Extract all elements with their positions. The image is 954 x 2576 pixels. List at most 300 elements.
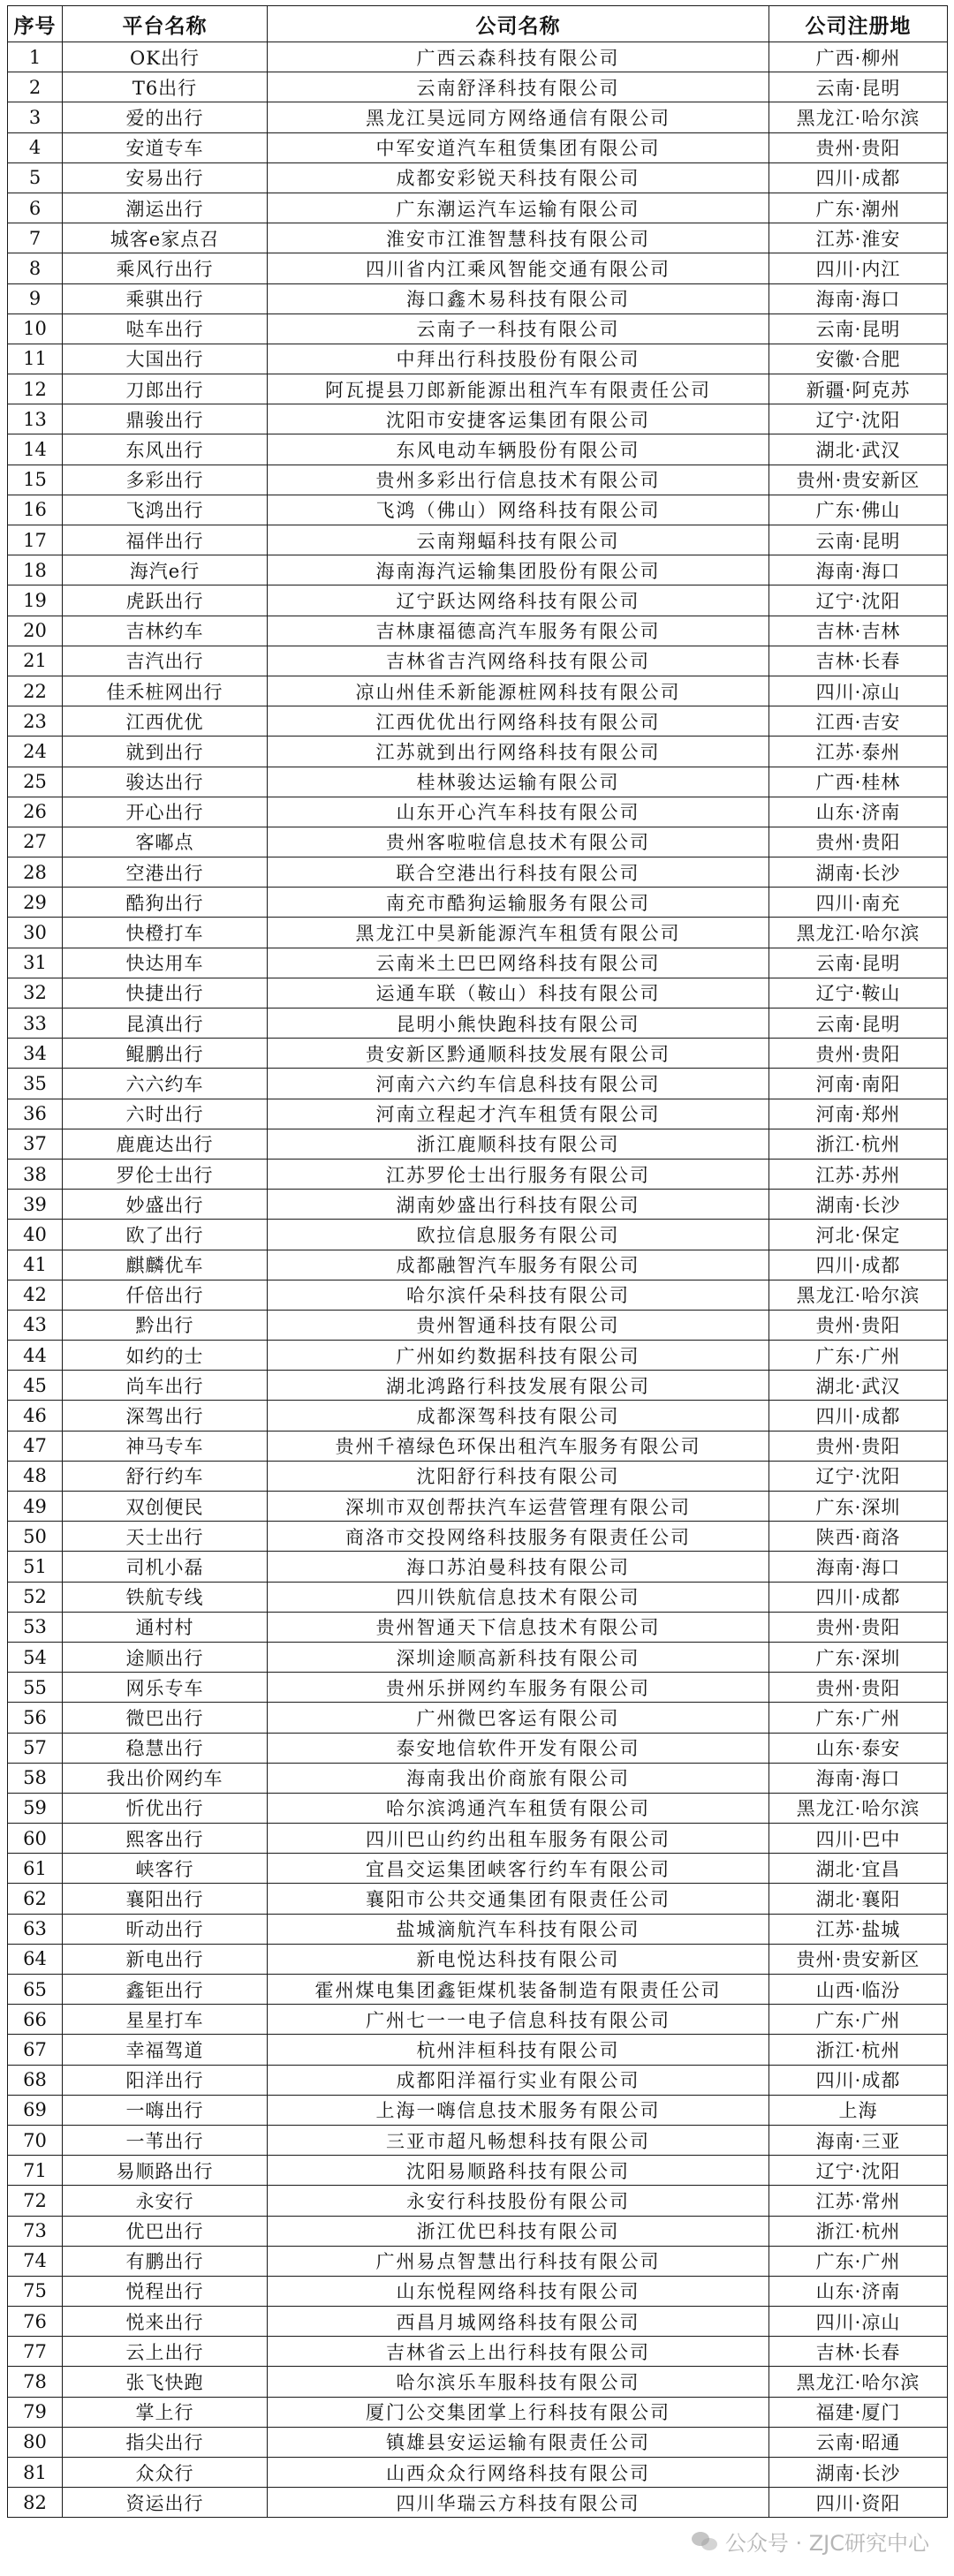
cell-seq: 68 (8, 2065, 63, 2095)
table-row (8, 2246, 948, 2276)
table-row (8, 2216, 948, 2246)
table-row (8, 1190, 948, 1220)
cell-platform-name: 网乐专车 (63, 1673, 268, 1703)
cell-company-name: 海南我出价商旅有限公司 (268, 1763, 769, 1793)
cell-seq: 60 (8, 1824, 63, 1854)
table-row (8, 827, 948, 857)
cell-platform-name: 尚车出行 (63, 1371, 268, 1401)
cell-seq: 7 (8, 223, 63, 253)
cell-seq: 48 (8, 1461, 63, 1491)
cell-registration-place: 黑龙江·哈尔滨 (769, 1280, 948, 1310)
cell-company-name: 云南翔蝠科技有限公司 (268, 525, 769, 555)
cell-company-name: 运通车联（鞍山）科技有限公司 (268, 978, 769, 1008)
cell-registration-place: 黑龙江·哈尔滨 (769, 2367, 948, 2397)
table-row (8, 374, 948, 404)
cell-registration-place: 四川·资阳 (769, 2488, 948, 2518)
table-row (8, 283, 948, 314)
table-row (8, 1220, 948, 1250)
table-row (8, 1552, 948, 1582)
table-row (8, 525, 948, 555)
table-row (8, 1159, 948, 1189)
table-row (8, 2186, 948, 2216)
table-row (8, 797, 948, 827)
table-row (8, 2095, 948, 2125)
cell-seq: 6 (8, 193, 63, 223)
cell-platform-name: 哒车出行 (63, 314, 268, 344)
table-row (8, 737, 948, 767)
cell-company-name: 海口苏泊曼科技有限公司 (268, 1552, 769, 1582)
cell-registration-place: 四川·内江 (769, 253, 948, 283)
cell-seq: 38 (8, 1159, 63, 1189)
cell-company-name: 浙江优巴科技有限公司 (268, 2216, 769, 2246)
cell-company-name: 淮安市江淮智慧科技有限公司 (268, 223, 769, 253)
cell-company-name: 黑龙江中昊新能源汽车租赁有限公司 (268, 918, 769, 948)
cell-platform-name: 神马专车 (63, 1431, 268, 1461)
cell-platform-name: 黔出行 (63, 1310, 268, 1340)
cell-company-name: 江苏就到出行网络科技有限公司 (268, 737, 769, 767)
cell-seq: 82 (8, 2488, 63, 2518)
cell-seq: 47 (8, 1431, 63, 1461)
cell-registration-place: 广西·桂林 (769, 767, 948, 797)
watermark (692, 2526, 929, 2557)
platform-company-table (7, 5, 948, 2518)
table-row (8, 1310, 948, 1340)
cell-registration-place: 黑龙江·哈尔滨 (769, 918, 948, 948)
cell-platform-name: 鼎骏出行 (63, 404, 268, 434)
cell-seq: 37 (8, 1129, 63, 1159)
cell-platform-name: 昕动出行 (63, 1914, 268, 1944)
cell-company-name: 广州易点智慧出行科技有限公司 (268, 2246, 769, 2276)
cell-seq: 28 (8, 857, 63, 888)
cell-registration-place: 广东·广州 (769, 2246, 948, 2276)
table-row (8, 918, 948, 948)
cell-platform-name: 资运出行 (63, 2488, 268, 2518)
cell-platform-name: 双创便民 (63, 1492, 268, 1522)
cell-registration-place: 四川·凉山 (769, 2307, 948, 2337)
table-row (8, 1008, 948, 1039)
cell-platform-name: 一嗨出行 (63, 2095, 268, 2125)
cell-company-name: 上海一嗨信息技术服务有限公司 (268, 2095, 769, 2125)
cell-company-name: 贵州智通科技有限公司 (268, 1310, 769, 1340)
table-row (8, 223, 948, 253)
table-row (8, 1854, 948, 1884)
cell-registration-place: 辽宁·沈阳 (769, 404, 948, 434)
table-row (8, 162, 948, 193)
table-row (8, 857, 948, 888)
table-row (8, 1793, 948, 1823)
table-row (8, 616, 948, 646)
cell-seq: 40 (8, 1220, 63, 1250)
cell-company-name: 广州微巴客运有限公司 (268, 1703, 769, 1733)
cell-company-name: 深圳途顺高新科技有限公司 (268, 1642, 769, 1672)
cell-company-name: 山东悦程网络科技有限公司 (268, 2276, 769, 2306)
cell-company-name: 三亚市超凡畅想科技有限公司 (268, 2125, 769, 2155)
cell-registration-place: 四川·巴中 (769, 1824, 948, 1854)
table-row (8, 2397, 948, 2427)
cell-company-name: 宜昌交运集团峡客行约车有限公司 (268, 1854, 769, 1884)
cell-registration-place: 新疆·阿克苏 (769, 374, 948, 404)
cell-seq: 2 (8, 72, 63, 102)
header-seq: 序号 (8, 6, 63, 42)
cell-platform-name: 福伴出行 (63, 525, 268, 555)
cell-platform-name: 优巴出行 (63, 2216, 268, 2246)
table-row (8, 1914, 948, 1944)
cell-company-name: 吉林康福德高汽车服务有限公司 (268, 616, 769, 646)
cell-registration-place: 河南·郑州 (769, 1099, 948, 1129)
cell-platform-name: 客嘟点 (63, 827, 268, 857)
cell-registration-place: 湖南·长沙 (769, 2458, 948, 2488)
cell-seq: 34 (8, 1039, 63, 1069)
table-row (8, 2276, 948, 2306)
cell-seq: 55 (8, 1673, 63, 1703)
watermark-text: 公众号 · ZJC研究中心 (724, 2531, 929, 2556)
cell-platform-name: 六时出行 (63, 1099, 268, 1129)
cell-company-name: 沈阳市安捷客运集团有限公司 (268, 404, 769, 434)
cell-registration-place: 海南·海口 (769, 1763, 948, 1793)
cell-platform-name: 铁航专线 (63, 1582, 268, 1612)
cell-seq: 53 (8, 1612, 63, 1642)
cell-company-name: 阿瓦提县刀郎新能源出租汽车有限责任公司 (268, 374, 769, 404)
cell-platform-name: 掌上行 (63, 2397, 268, 2427)
cell-platform-name: OK出行 (63, 42, 268, 72)
table-row (8, 2458, 948, 2488)
cell-platform-name: 昆滇出行 (63, 1008, 268, 1039)
cell-seq: 32 (8, 978, 63, 1008)
cell-registration-place: 吉林·长春 (769, 646, 948, 676)
cell-platform-name: 欧了出行 (63, 1220, 268, 1250)
cell-company-name: 霍州煤电集团鑫钜煤机装备制造有限责任公司 (268, 1975, 769, 2005)
cell-seq: 4 (8, 132, 63, 162)
cell-seq: 45 (8, 1371, 63, 1401)
table-row (8, 2307, 948, 2337)
cell-registration-place: 贵州·贵阳 (769, 1310, 948, 1340)
table-row (8, 1733, 948, 1763)
table-row (8, 1401, 948, 1431)
cell-seq: 64 (8, 1944, 63, 1974)
cell-registration-place: 海南·海口 (769, 1552, 948, 1582)
cell-registration-place: 黑龙江·哈尔滨 (769, 1793, 948, 1823)
cell-platform-name: 飞鸿出行 (63, 495, 268, 525)
cell-seq: 79 (8, 2397, 63, 2427)
cell-registration-place: 江苏·淮安 (769, 223, 948, 253)
cell-registration-place: 辽宁·沈阳 (769, 1461, 948, 1491)
cell-platform-name: 佳禾桩网出行 (63, 676, 268, 706)
cell-company-name: 成都深驾科技有限公司 (268, 1401, 769, 1431)
cell-company-name: 沈阳舒行科技有限公司 (268, 1461, 769, 1491)
cell-seq: 11 (8, 344, 63, 374)
cell-company-name: 中拜出行科技股份有限公司 (268, 344, 769, 374)
cell-platform-name: 悦来出行 (63, 2307, 268, 2337)
cell-platform-name: 麒麟优车 (63, 1250, 268, 1280)
cell-company-name: 深圳市双创帮扶汽车运营管理有限公司 (268, 1492, 769, 1522)
cell-seq: 51 (8, 1552, 63, 1582)
table-row (8, 434, 948, 465)
cell-company-name: 南充市酷狗运输服务有限公司 (268, 888, 769, 918)
cell-seq: 61 (8, 1854, 63, 1884)
cell-platform-name: 海汽e行 (63, 555, 268, 585)
cell-company-name: 广州七一一电子信息科技有限公司 (268, 2005, 769, 2035)
table-row (8, 1371, 948, 1401)
cell-platform-name: 熙客出行 (63, 1824, 268, 1854)
cell-platform-name: 潮运出行 (63, 193, 268, 223)
cell-seq: 17 (8, 525, 63, 555)
cell-registration-place: 湖南·长沙 (769, 1190, 948, 1220)
cell-seq: 36 (8, 1099, 63, 1129)
cell-seq: 10 (8, 314, 63, 344)
cell-registration-place: 河南·南阳 (769, 1069, 948, 1099)
cell-registration-place: 贵州·贵阳 (769, 132, 948, 162)
cell-platform-name: 乘风行出行 (63, 253, 268, 283)
cell-platform-name: 妙盛出行 (63, 1190, 268, 1220)
table-row (8, 1431, 948, 1461)
cell-seq: 13 (8, 404, 63, 434)
cell-seq: 69 (8, 2095, 63, 2125)
table-row (8, 404, 948, 434)
cell-seq: 12 (8, 374, 63, 404)
table-row (8, 1069, 948, 1099)
table-row (8, 42, 948, 72)
cell-registration-place: 四川·成都 (769, 1401, 948, 1431)
cell-platform-name: 吉林约车 (63, 616, 268, 646)
cell-registration-place: 湖南·长沙 (769, 857, 948, 888)
table-row (8, 72, 948, 102)
table-row (8, 2337, 948, 2367)
cell-registration-place: 贵州·贵安新区 (769, 465, 948, 495)
cell-company-name: 四川巴山约约出租车服务有限公司 (268, 1824, 769, 1854)
cell-company-name: 哈尔滨仟朵科技有限公司 (268, 1280, 769, 1310)
cell-registration-place: 江苏·盐城 (769, 1914, 948, 1944)
cell-platform-name: 刀郎出行 (63, 374, 268, 404)
cell-seq: 78 (8, 2367, 63, 2397)
cell-seq: 73 (8, 2216, 63, 2246)
cell-platform-name: 仟倍出行 (63, 1280, 268, 1310)
cell-platform-name: 幸福驾道 (63, 2035, 268, 2065)
cell-platform-name: 易顺路出行 (63, 2156, 268, 2186)
cell-seq: 35 (8, 1069, 63, 1099)
table-row (8, 2488, 948, 2518)
cell-registration-place: 广东·广州 (769, 2005, 948, 2035)
cell-seq: 1 (8, 42, 63, 72)
cell-platform-name: 鲲鹏出行 (63, 1039, 268, 1069)
cell-seq: 59 (8, 1793, 63, 1823)
cell-registration-place: 四川·成都 (769, 1582, 948, 1612)
cell-registration-place: 山东·济南 (769, 2276, 948, 2306)
cell-platform-name: 快捷出行 (63, 978, 268, 1008)
cell-registration-place: 辽宁·沈阳 (769, 2156, 948, 2186)
cell-seq: 52 (8, 1582, 63, 1612)
table-row (8, 495, 948, 525)
cell-company-name: 商洛市交投网络科技服务有限责任公司 (268, 1522, 769, 1552)
cell-seq: 75 (8, 2276, 63, 2306)
cell-platform-name: 如约的士 (63, 1341, 268, 1371)
cell-seq: 24 (8, 737, 63, 767)
cell-seq: 39 (8, 1190, 63, 1220)
table-row (8, 1673, 948, 1703)
cell-company-name: 四川省内江乘风智能交通有限公司 (268, 253, 769, 283)
cell-company-name: 镇雄县安运运输有限责任公司 (268, 2427, 769, 2457)
cell-platform-name: 舒行约车 (63, 1461, 268, 1491)
cell-platform-name: 安易出行 (63, 162, 268, 193)
table-row (8, 132, 948, 162)
table-row (8, 102, 948, 132)
table-row (8, 2367, 948, 2397)
cell-company-name: 四川华瑞云方科技有限公司 (268, 2488, 769, 2518)
cell-seq: 80 (8, 2427, 63, 2457)
table-row (8, 1975, 948, 2005)
cell-company-name: 广东潮运汽车运输有限公司 (268, 193, 769, 223)
cell-seq: 58 (8, 1763, 63, 1793)
cell-seq: 29 (8, 888, 63, 918)
cell-company-name: 河南立程起才汽车租赁有限公司 (268, 1099, 769, 1129)
cell-company-name: 贵州多彩出行信息技术有限公司 (268, 465, 769, 495)
cell-registration-place: 贵州·贵阳 (769, 1612, 948, 1642)
cell-company-name: 江苏罗伦士出行服务有限公司 (268, 1159, 769, 1189)
table-row (8, 1582, 948, 1612)
cell-platform-name: 六六约车 (63, 1069, 268, 1099)
table-row (8, 1703, 948, 1733)
cell-seq: 31 (8, 948, 63, 978)
cell-company-name: 西昌月城网络科技有限公司 (268, 2307, 769, 2337)
cell-seq: 20 (8, 616, 63, 646)
cell-platform-name: 阳洋出行 (63, 2065, 268, 2095)
cell-platform-name: 多彩出行 (63, 465, 268, 495)
cell-platform-name: 众众行 (63, 2458, 268, 2488)
cell-company-name: 厦门公交集团掌上行科技有限公司 (268, 2397, 769, 2427)
cell-company-name: 盐城滴航汽车科技有限公司 (268, 1914, 769, 1944)
cell-platform-name: 东风出行 (63, 434, 268, 465)
cell-registration-place: 贵州·贵阳 (769, 1673, 948, 1703)
cell-seq: 9 (8, 283, 63, 314)
cell-seq: 57 (8, 1733, 63, 1763)
cell-platform-name: 襄阳出行 (63, 1884, 268, 1914)
table-row (8, 1884, 948, 1914)
cell-seq: 67 (8, 2035, 63, 2065)
cell-seq: 21 (8, 646, 63, 676)
cell-platform-name: 忻优出行 (63, 1793, 268, 1823)
cell-registration-place: 湖北·宜昌 (769, 1854, 948, 1884)
cell-seq: 62 (8, 1884, 63, 1914)
table-row (8, 193, 948, 223)
cell-registration-place: 浙江·杭州 (769, 1129, 948, 1159)
cell-company-name: 云南舒泽科技有限公司 (268, 72, 769, 102)
cell-registration-place: 广东·深圳 (769, 1492, 948, 1522)
cell-registration-place: 河北·保定 (769, 1220, 948, 1250)
cell-seq: 76 (8, 2307, 63, 2337)
cell-seq: 43 (8, 1310, 63, 1340)
cell-platform-name: 罗伦士出行 (63, 1159, 268, 1189)
cell-registration-place: 云南·昆明 (769, 525, 948, 555)
cell-platform-name: 张飞快跑 (63, 2367, 268, 2397)
cell-registration-place: 江苏·常州 (769, 2186, 948, 2216)
cell-seq: 15 (8, 465, 63, 495)
cell-company-name: 海南海汽运输集团股份有限公司 (268, 555, 769, 585)
table-row (8, 1642, 948, 1672)
cell-registration-place: 贵州·贵阳 (769, 1039, 948, 1069)
table-row (8, 465, 948, 495)
table-row (8, 1522, 948, 1552)
cell-company-name: 贵州智通天下信息技术有限公司 (268, 1612, 769, 1642)
cell-company-name: 飞鸿（佛山）网络科技有限公司 (268, 495, 769, 525)
cell-seq: 74 (8, 2246, 63, 2276)
cell-registration-place: 黑龙江·哈尔滨 (769, 102, 948, 132)
cell-platform-name: 江西优优 (63, 706, 268, 737)
cell-seq: 44 (8, 1341, 63, 1371)
cell-registration-place: 广西·柳州 (769, 42, 948, 72)
cell-platform-name: 吉汽出行 (63, 646, 268, 676)
cell-registration-place: 辽宁·鞍山 (769, 978, 948, 1008)
cell-seq: 19 (8, 585, 63, 616)
cell-seq: 49 (8, 1492, 63, 1522)
cell-platform-name: 一苇出行 (63, 2125, 268, 2155)
table-row (8, 2005, 948, 2035)
cell-registration-place: 海南·海口 (769, 555, 948, 585)
cell-registration-place: 海南·三亚 (769, 2125, 948, 2155)
table-row (8, 1280, 948, 1310)
cell-seq: 22 (8, 676, 63, 706)
cell-company-name: 襄阳市公共交通集团有限责任公司 (268, 1884, 769, 1914)
cell-registration-place: 四川·凉山 (769, 676, 948, 706)
table-row (8, 1944, 948, 1974)
cell-platform-name: T6出行 (63, 72, 268, 102)
cell-seq: 8 (8, 253, 63, 283)
cell-platform-name: 云上出行 (63, 2337, 268, 2367)
table-row (8, 1461, 948, 1491)
cell-platform-name: 城客e家点召 (63, 223, 268, 253)
cell-platform-name: 天士出行 (63, 1522, 268, 1552)
cell-seq: 16 (8, 495, 63, 525)
cell-company-name: 广州如约数据科技有限公司 (268, 1341, 769, 1371)
cell-seq: 81 (8, 2458, 63, 2488)
table-row (8, 888, 948, 918)
cell-seq: 66 (8, 2005, 63, 2035)
cell-registration-place: 云南·昆明 (769, 1008, 948, 1039)
cell-platform-name: 酷狗出行 (63, 888, 268, 918)
cell-registration-place: 江西·吉安 (769, 706, 948, 737)
cell-registration-place: 贵州·贵阳 (769, 827, 948, 857)
cell-company-name: 辽宁跃达网络科技有限公司 (268, 585, 769, 616)
table-row (8, 1250, 948, 1280)
table-row (8, 2125, 948, 2155)
cell-seq: 50 (8, 1522, 63, 1552)
cell-registration-place: 广东·深圳 (769, 1642, 948, 1672)
cell-company-name: 昆明小熊快跑科技有限公司 (268, 1008, 769, 1039)
cell-registration-place: 吉林·长春 (769, 2337, 948, 2367)
cell-registration-place: 江苏·泰州 (769, 737, 948, 767)
cell-company-name: 四川铁航信息技术有限公司 (268, 1582, 769, 1612)
cell-platform-name: 司机小磊 (63, 1552, 268, 1582)
cell-platform-name: 乘骐出行 (63, 283, 268, 314)
cell-registration-place: 四川·成都 (769, 162, 948, 193)
cell-platform-name: 深驾出行 (63, 1401, 268, 1431)
cell-platform-name: 有鹏出行 (63, 2246, 268, 2276)
cell-company-name: 贵州客啦啦信息技术有限公司 (268, 827, 769, 857)
cell-registration-place: 湖北·武汉 (769, 1371, 948, 1401)
cell-registration-place: 贵州·贵阳 (769, 1431, 948, 1461)
cell-seq: 70 (8, 2125, 63, 2155)
cell-seq: 56 (8, 1703, 63, 1733)
cell-company-name: 山东开心汽车科技有限公司 (268, 797, 769, 827)
cell-company-name: 吉林省吉汽网络科技有限公司 (268, 646, 769, 676)
cell-seq: 54 (8, 1642, 63, 1672)
cell-seq: 72 (8, 2186, 63, 2216)
cell-company-name: 云南子一科技有限公司 (268, 314, 769, 344)
cell-registration-place: 云南·昆明 (769, 314, 948, 344)
cell-seq: 23 (8, 706, 63, 737)
table-row (8, 2065, 948, 2095)
table-row (8, 646, 948, 676)
cell-registration-place: 广东·潮州 (769, 193, 948, 223)
cell-platform-name: 安道专车 (63, 132, 268, 162)
